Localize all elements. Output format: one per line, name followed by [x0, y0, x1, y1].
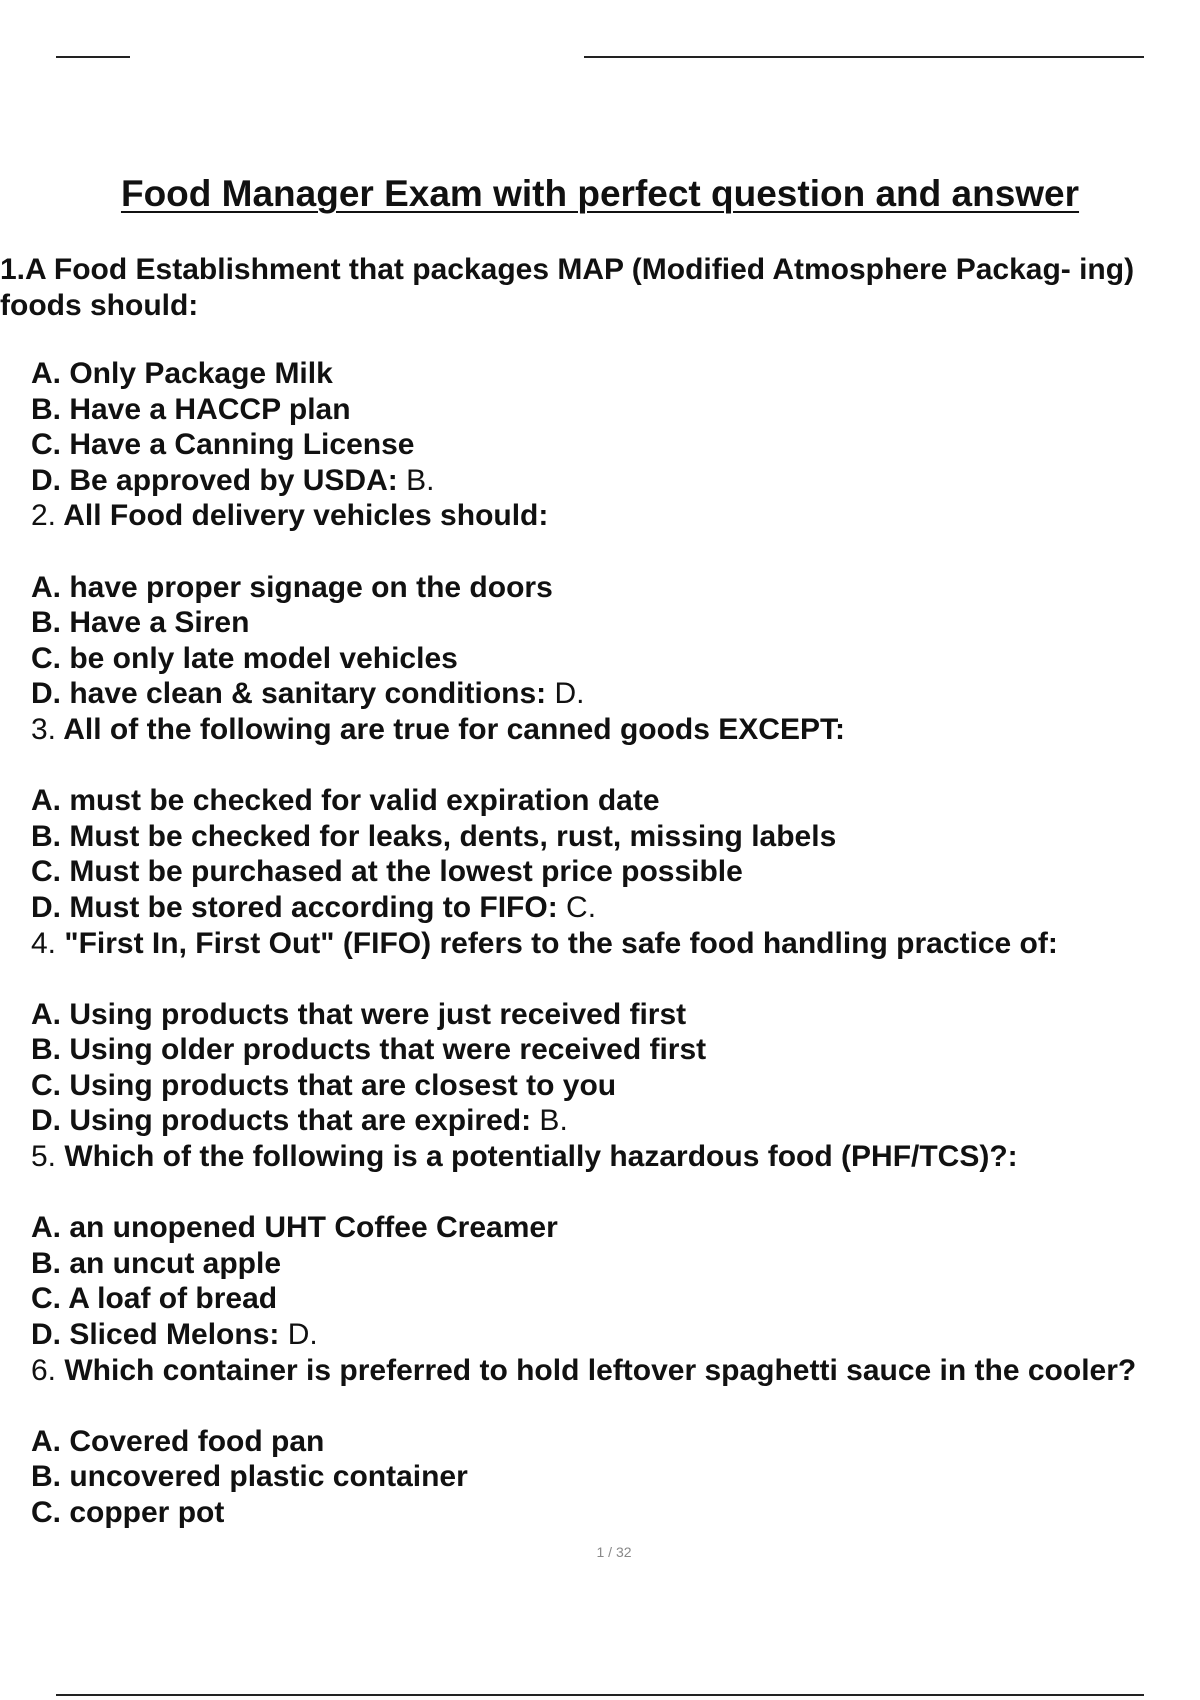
q4-option-c: C. Using products that are closest to you	[31, 1068, 617, 1102]
question-3-text: All of the following are true for canned goods EXCEPT:	[56, 712, 845, 746]
q3-answer: C.	[557, 890, 597, 924]
q2-option-d-text: D. have clean & sanitary conditions:	[31, 677, 547, 711]
q4-answer: B.	[531, 1104, 568, 1138]
question-5-text: Which of the following is a potentially hazardous food (PHF/TCS)?:	[56, 1140, 1018, 1174]
q6-option-a: A. Covered food pan	[31, 1424, 325, 1458]
question-5-number: 5.	[31, 1140, 57, 1174]
question-1-text: 1.A Food Establishment that packages MAP (Modified Atmosphere Packag- ing) foods should:	[0, 253, 1135, 322]
q3-option-c: C. Must be purchased at the lowest price possible	[31, 855, 743, 889]
q3-option-b: B. Must be checked for leaks, dents, rust, missing labels	[31, 819, 837, 853]
footer-rule	[56, 1694, 1144, 1696]
q4-option-d-text: D. Using products that are expired:	[31, 1104, 532, 1138]
question-3	[31, 712, 1200, 748]
q1-option-d-text: D. Be approved by USDA:	[31, 463, 398, 497]
q6-option-c: C. copper pot	[31, 1496, 225, 1529]
question-6-number: 6.	[31, 1353, 57, 1387]
header-rule-right	[584, 56, 1144, 58]
q1-option-d	[31, 463, 1200, 499]
q4-option-d	[31, 1103, 1200, 1139]
question-list	[31, 356, 1200, 1531]
q4-option-b: B. Using older products that were received first	[31, 1033, 707, 1067]
q1-answer: B.	[397, 463, 435, 497]
question-4	[31, 926, 1200, 962]
page-number: 1 / 32	[596, 1544, 632, 1560]
question-2-number: 2.	[31, 499, 57, 533]
q5-option-a: A. an unopened UHT Coffee Creamer	[31, 1211, 558, 1245]
header-rule-left	[56, 56, 130, 58]
q3-option-d-text: D. Must be stored according to FIFO:	[31, 890, 558, 924]
q5-answer: D.	[279, 1318, 318, 1352]
q5-option-b: B. an uncut apple	[31, 1246, 282, 1280]
question-2	[31, 498, 1200, 534]
question-6-text: Which container is preferred to hold leftover spaghetti sauce in the cooler?	[56, 1353, 1137, 1387]
document-title: Food Manager Exam with perfect question and answer	[120, 173, 1080, 214]
q2-option-a: A. have proper signage on the doors	[31, 570, 553, 604]
q1-option-c: C. Have a Canning License	[31, 428, 415, 462]
question-3-number: 3.	[31, 712, 57, 746]
q3-option-a: A. must be checked for valid expiration date	[31, 784, 660, 818]
q1-option-b: B. Have a HACCP plan	[31, 392, 351, 426]
question-6	[31, 1353, 1200, 1389]
q2-option-c: C. be only late model vehicles	[31, 641, 458, 675]
q5-option-c: C. A loaf of bread	[31, 1282, 278, 1316]
question-5	[31, 1139, 1200, 1175]
q3-option-d	[31, 890, 1200, 926]
q2-answer: D.	[546, 677, 585, 711]
q4-option-a: A. Using products that were just received first	[31, 997, 687, 1031]
q2-option-d	[31, 676, 1200, 712]
q2-option-b: B. Have a Siren	[31, 606, 250, 640]
q5-option-d-text: D. Sliced Melons:	[31, 1318, 280, 1352]
question-4-number: 4.	[31, 926, 57, 960]
question-4-text: "First In, First Out" (FIFO) refers to the safe food handling practice of:	[56, 926, 1058, 960]
q6-option-b: B. uncovered plastic container	[31, 1460, 468, 1494]
q5-option-d	[31, 1317, 1200, 1353]
question-2-text: All Food delivery vehicles should:	[56, 499, 549, 533]
q1-option-a: A. Only Package Milk	[31, 357, 333, 390]
